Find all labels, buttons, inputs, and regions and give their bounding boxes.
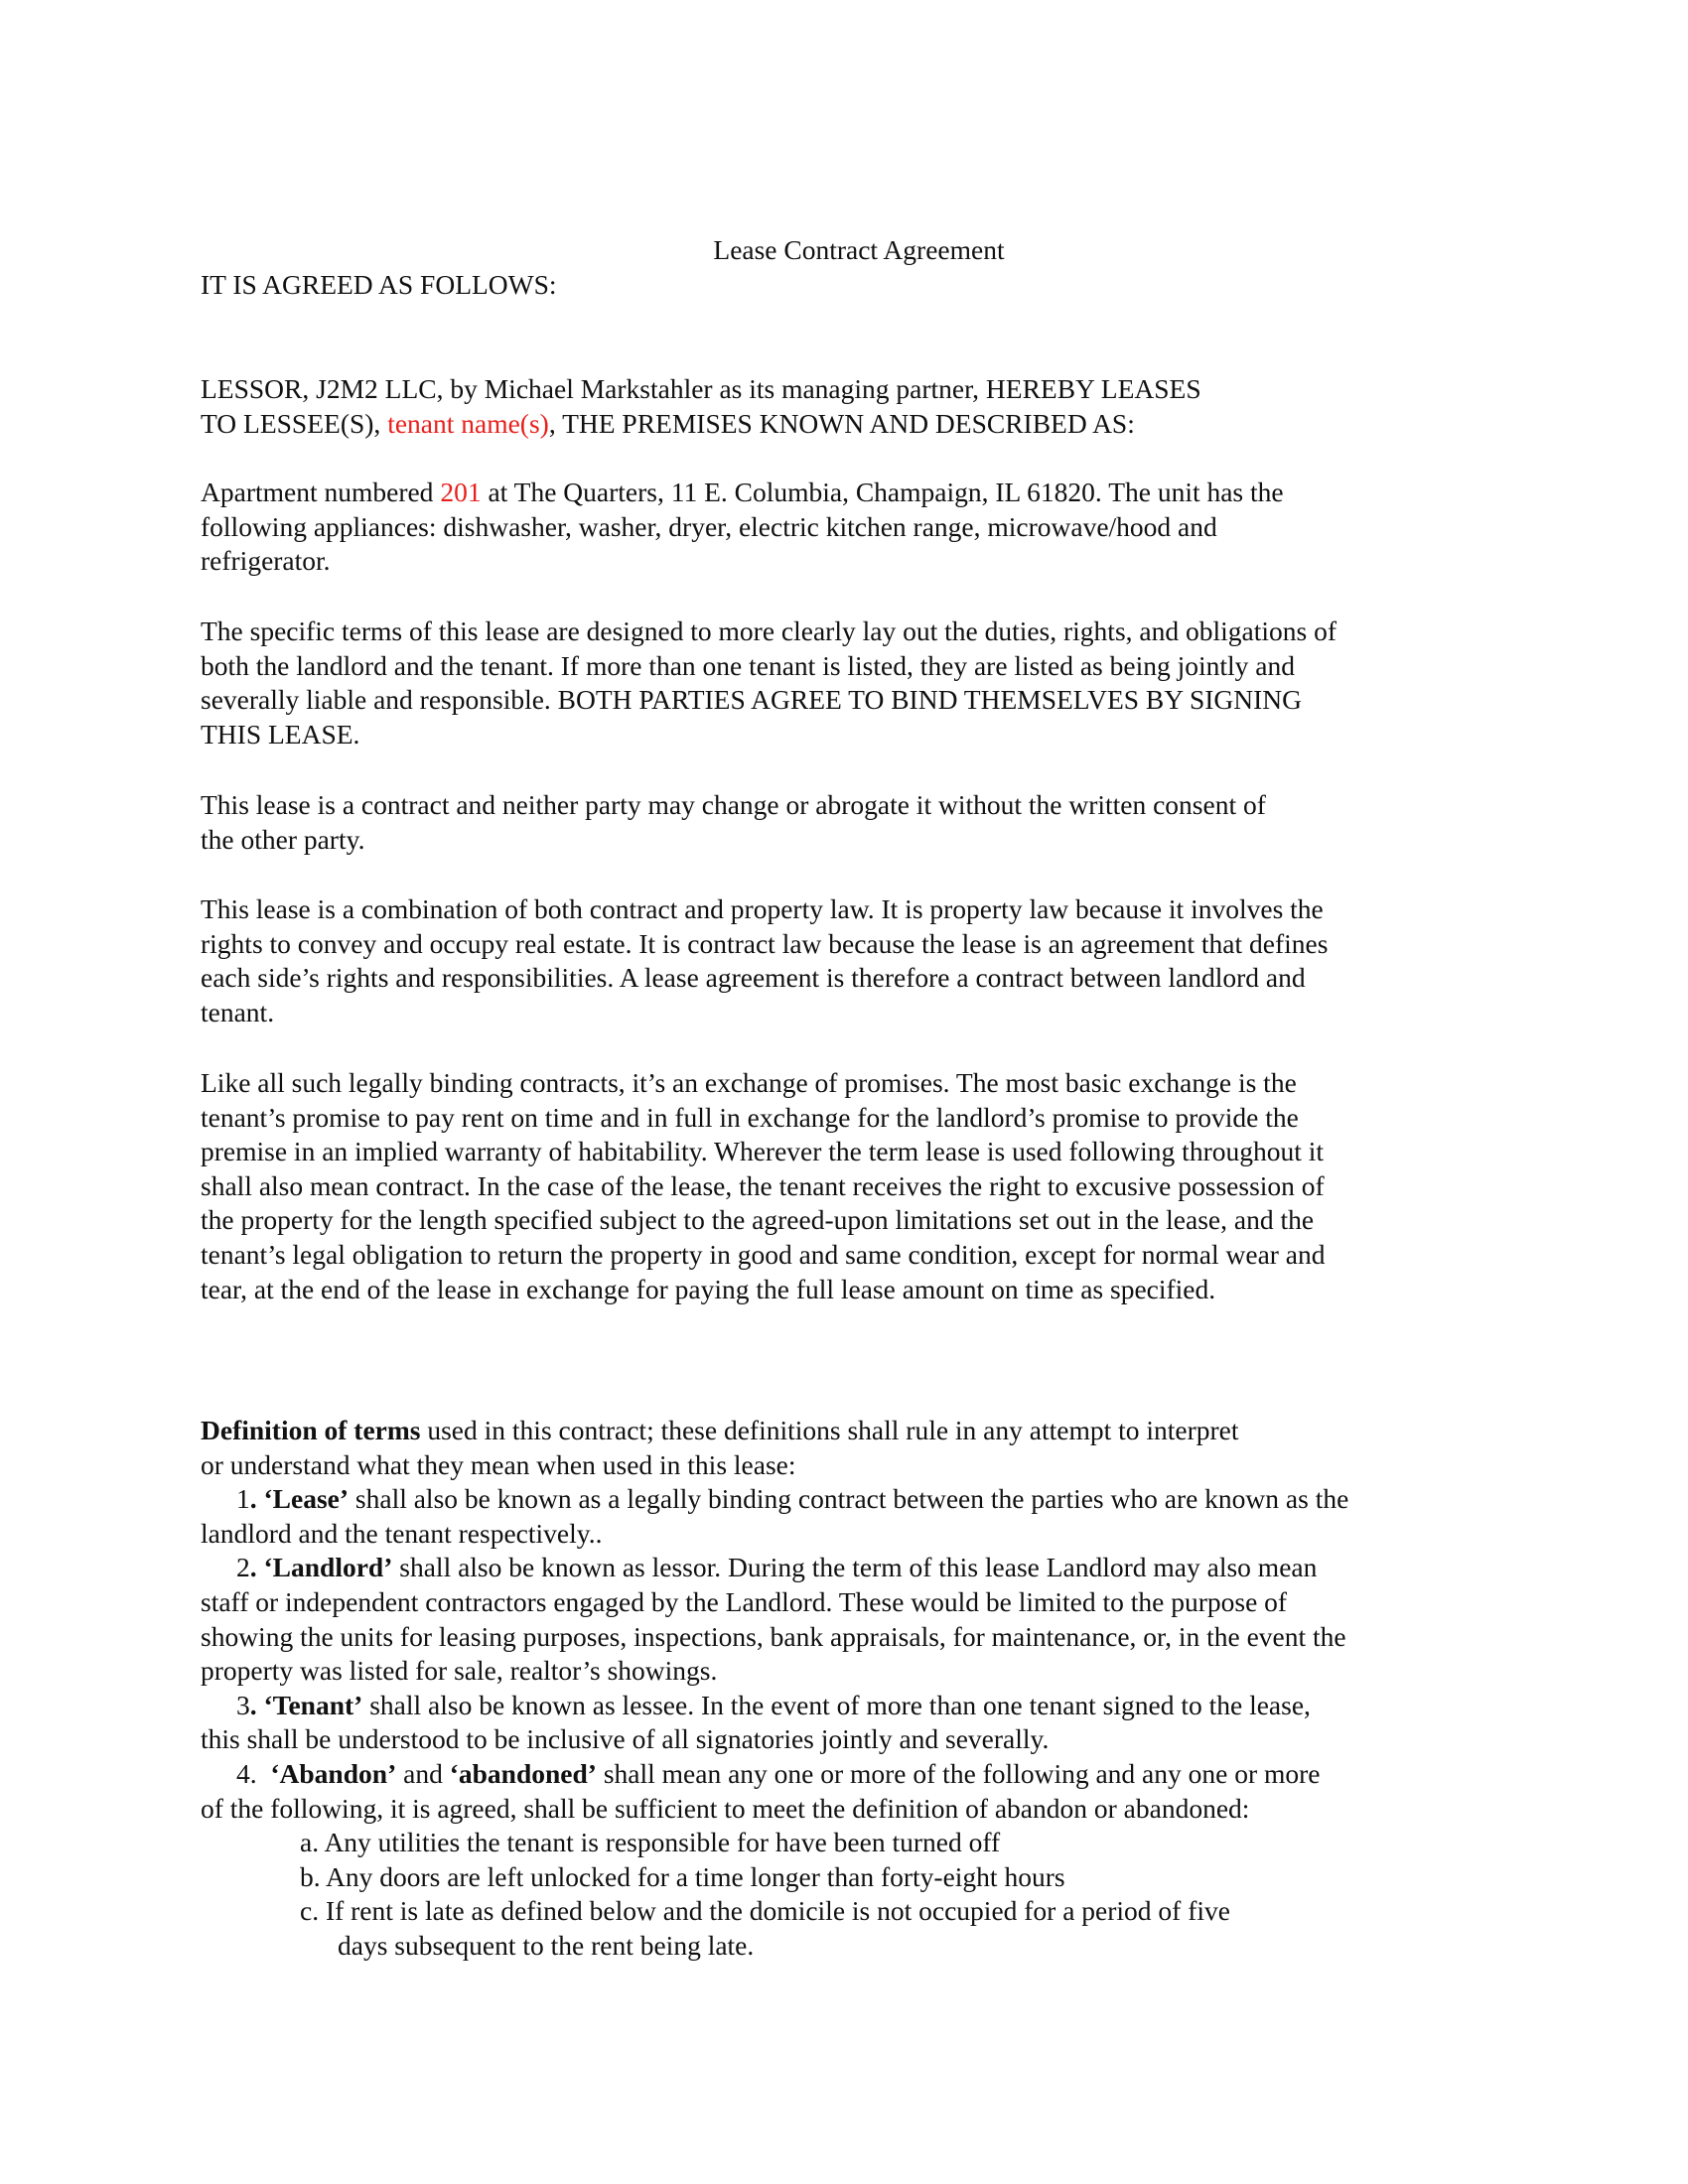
lessor-line-1: LESSOR, J2M2 LLC, by Michael Markstahler as its managing partner, HEREBY LEASES [201,373,1201,404]
definition-item-tenant [201,1689,1491,1723]
agreed-line: IT IS AGREED AS FOLLOWS: [201,269,557,300]
tenant-names-placeholder: tenant name(s) [387,407,549,439]
promises-line: shall also mean contract. In the case of the lease, the tenant receives the right to excusive possession of [201,1169,1325,1201]
definition-text: and [396,1757,450,1789]
terms-paragraph [201,614,1491,751]
definition-term: ‘Abandon’ [270,1757,397,1789]
terms-line: severally liable and responsible. BOTH PARTIES AGREE TO BIND THEMSELVES BY SIGNING [201,684,1303,716]
abandon-sub-item-b: b. Any doors are left unlocked for a time longer than forty-eight hours [300,1860,1065,1892]
apartment-post: at The Quarters, 11 E. Columbia, Champaign, IL 61820. The unit has the [481,477,1284,507]
apartment-line-3: refrigerator. [201,545,331,577]
definition-continuation: this shall be understood to be inclusive of all signatories jointly and severally. [201,1723,1050,1755]
apartment-paragraph [201,476,1491,579]
definition-number: 4. [236,1757,271,1789]
apartment-number: 201 [440,477,482,507]
definition-continuation: of the following, it is agreed, shall be sufficient to meet the definition of abandon or abandoned: [201,1792,1250,1824]
terms-line: The specific terms of this lease are designed to more clearly lay out the duties, rights, and obligations of [201,615,1336,646]
definition-item-lease [201,1482,1491,1517]
definition-number: 2 [236,1552,250,1583]
definition-term: . ‘Tenant’ [249,1689,363,1720]
contract-paragraph [201,788,1491,857]
abandon-sub-item-a: a. Any utilities the tenant is responsible for have been turned off [300,1827,1001,1858]
promises-line: premise in an implied warranty of habitability. Wherever the term lease is used following throughout it [201,1136,1325,1167]
abandon-sub-item-c-continuation: days subsequent to the rent being late. [338,1929,755,1961]
terms-line: both the landlord and the tenant. If more than one tenant is listed, they are listed as being jointly and [201,649,1296,681]
promises-line: the property for the length specified subject to the agreed-upon limitations set out in the lease, and the [201,1204,1315,1236]
agreed-heading [201,268,1491,303]
lessor-paragraph [201,372,1491,441]
terms-line: THIS LEASE. [201,718,360,750]
law-line: each side’s rights and responsibilities. A lease agreement is therefore a contract between landlord and [201,962,1306,994]
definition-text: shall also be known as lessor. During the term of this lease Landlord may also mean [392,1552,1318,1583]
document-title: Lease Contract Agreement [713,234,1005,265]
definitions-intro-line-2: or understand what they mean when used in this lease: [201,1448,796,1480]
definition-item-abandon [201,1757,1491,1792]
promises-line: tear, at the end of the lease in exchange for paying the full lease amount on time as specified. [201,1273,1216,1304]
lessor-line-2-post: , THE PREMISES KNOWN AND DESCRIBED AS: [548,407,1135,439]
apartment-line-1 [201,476,1491,510]
promises-line: tenant’s legal obligation to return the property in good and same condition, except for normal wear and [201,1238,1326,1270]
definition-continuation: staff or independent contractors engaged by the Landlord. These would be limited to the purpose of [201,1585,1288,1617]
promises-line: tenant’s promise to pay rent on time and in full in exchange for the landlord’s promise to provide the [201,1101,1299,1133]
definition-item-landlord [201,1551,1491,1585]
definition-text: shall also be known as a legally binding contract between the parties who are known as the [349,1483,1349,1515]
law-line: This lease is a combination of both contract and property law. It is property law because it involves the [201,893,1324,924]
definition-continuation: showing the units for leasing purposes, inspections, bank appraisals, for maintenance, or, in the event the [201,1620,1346,1652]
apartment-line-2: following appliances: dishwasher, washer, dryer, electric kitchen range, microwave/hood and [201,510,1217,542]
definition-number: 3 [236,1689,250,1720]
definition-text: shall mean any one or more of the following and any one or more [596,1757,1321,1789]
definition-continuation: landlord and the tenant respectively.. [201,1517,603,1549]
definitions-intro-line-1 [201,1414,1491,1448]
definitions-heading: Definition of terms [201,1415,421,1445]
definition-term: . ‘Landlord’ [249,1552,393,1583]
promises-paragraph [201,1066,1491,1306]
law-line: tenant. [201,996,275,1027]
lessor-line-2 [201,407,1491,442]
apartment-pre: Apartment numbered [201,477,441,507]
contract-line: This lease is a contract and neither party may change or abrogate it without the written consent of [201,789,1266,820]
promises-line: Like all such legally binding contracts, it’s an exchange of promises. The most basic exchange is the [201,1067,1297,1098]
definitions-section [201,1414,1491,1964]
definition-text: shall also be known as lessee. In the event of more than one tenant signed to the lease, [362,1689,1311,1720]
definition-continuation: property was listed for sale, realtor’s showings. [201,1655,718,1687]
law-line: rights to convey and occupy real estate. It is contract law because the lease is an agreement that defines [201,927,1329,959]
definition-term: ‘abandoned’ [449,1757,597,1789]
definitions-intro-rest: used in this contract; these definitions shall rule in any attempt to interpret [420,1415,1239,1445]
contract-line: the other party. [201,823,365,855]
law-paragraph [201,892,1491,1029]
abandon-sub-item-c: c. If rent is late as defined below and the domicile is not occupied for a period of five [300,1895,1230,1927]
definition-term: . ‘Lease’ [249,1483,350,1515]
lessor-line-2-pre: TO LESSEE(S), [201,407,388,439]
definition-number: 1 [236,1483,250,1515]
